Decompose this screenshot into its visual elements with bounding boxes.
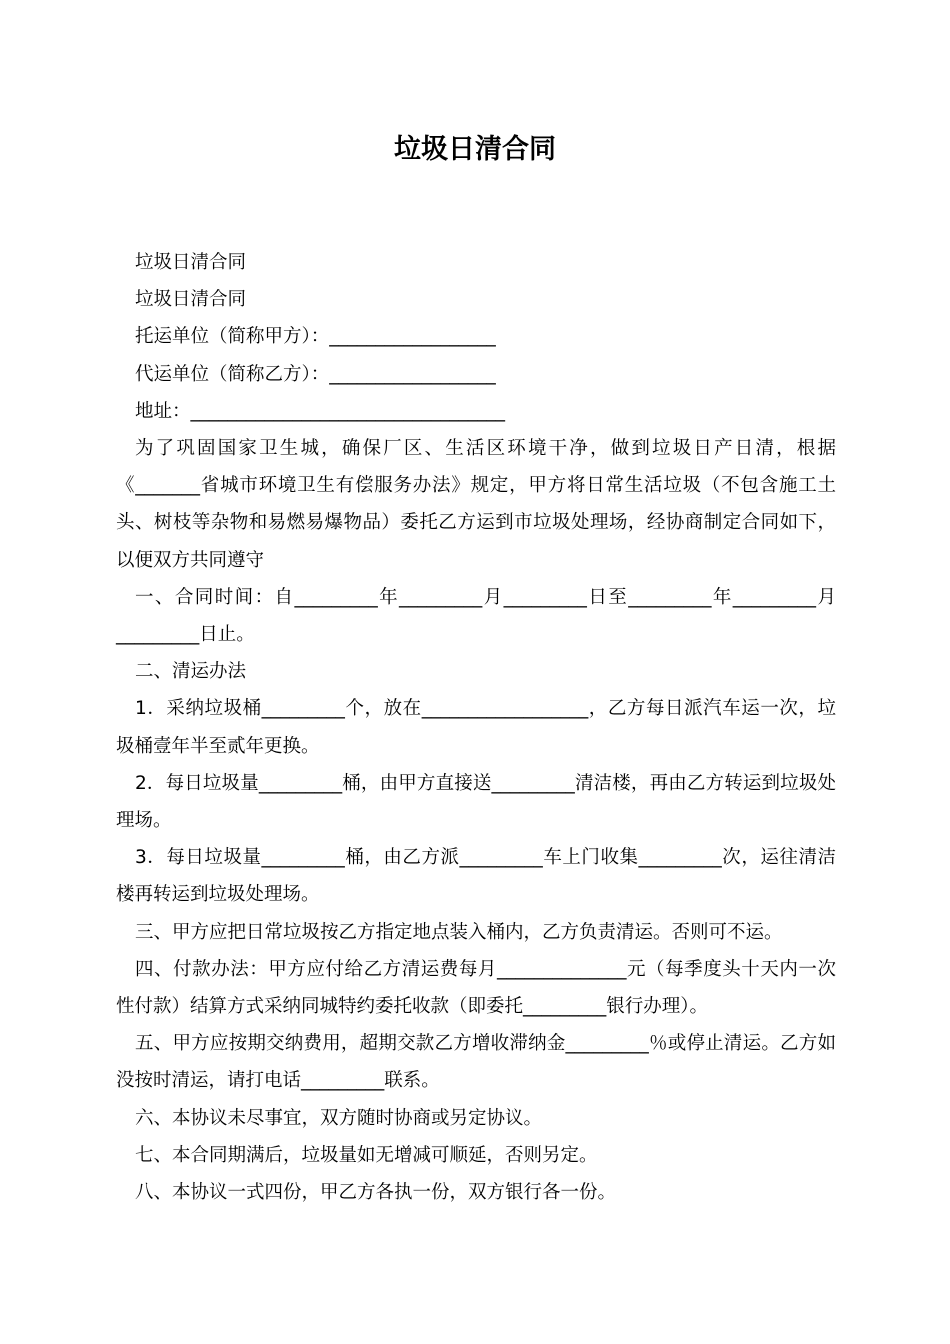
document-title: 垃圾日清合同: [394, 134, 556, 165]
paragraph-preamble: 为了巩固国家卫生城，确保厂区、生活区环境干净，做到垃圾日产日清，根据《_______省城市环境卫生有偿服务办法》规定，甲方将日常生活垃圾（不包含施工土头、树枝等杂物和易燃易爆物品）委托乙方运到市垃圾处理场，经协商制定合同如下，以便双方共同遵守: [116, 438, 836, 571]
paragraph-party-a: 托运单位（简称甲方）：__________________: [135, 326, 496, 348]
paragraph-clause-4: 四、付款办法：甲方应付给乙方清运费每月______________元（每季度头十天内一次性付款）结算方式采纳同城特约委托收款（即委托_________银行办理）。: [116, 958, 836, 1018]
paragraph-clause-2-2: 2．每日垃圾量_________桶，由甲方直接送_________清洁楼，再由乙方转运到垃圾处理场。: [116, 772, 836, 832]
paragraph-clause-8: 八、本协议一式四份，甲乙方各执一份，双方银行各一份。: [135, 1182, 617, 1204]
paragraph-clause-5: 五、甲方应按期交纳费用，超期交款乙方增收滞纳金_________％或停止清运。乙方如没按时清运，请打电话_________联系。: [116, 1033, 836, 1092]
paragraph-clause-1: 一、合同时间：自_________年_________月_________日至_________年_________月_________日止。: [116, 586, 836, 646]
paragraph-heading-1: 垃圾日清合同: [135, 252, 247, 273]
paragraph-clause-6: 六、本协议未尽事宜，双方随时协商或另定协议。: [135, 1107, 543, 1129]
paragraph-address: 地址：__________________________________: [135, 400, 506, 422]
paragraph-clause-3: 三、甲方应把日常垃圾按乙方指定地点装入桶内，乙方负责清运。否则可不运。: [135, 921, 783, 943]
paragraph-clause-2-3: 3．每日垃圾量_________桶，由乙方派_________车上门收集_________次，运往清洁楼再转运到垃圾处理场。: [116, 847, 836, 906]
paragraph-clause-2: 二、清运办法: [135, 661, 247, 683]
paragraph-heading-2: 垃圾日清合同: [135, 289, 247, 311]
paragraph-clause-2-1: 1．采纳垃圾桶_________个，放在__________________，乙方每日派汽车运一次，垃圾桶壹年半至贰年更换。: [116, 698, 836, 757]
paragraph-party-b: 代运单位（简称乙方）：__________________: [135, 363, 496, 385]
document-body: [116, 244, 836, 1211]
paragraph-clause-7: 七、本合同期满后，垃圾量如无增减可顺延，否则另定。: [135, 1144, 598, 1166]
